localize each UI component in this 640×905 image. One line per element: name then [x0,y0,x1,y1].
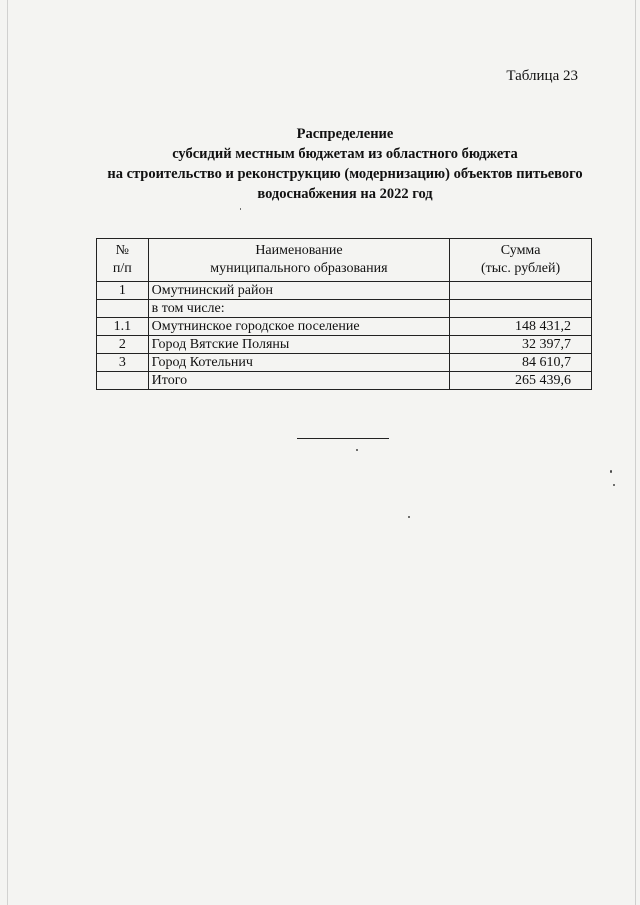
row-sum [450,282,592,300]
row-name: Омутнинский район [148,282,450,300]
title-line-3: на строительство и реконструкцию (модернизацию) объектов питьевого [107,166,583,182]
table-header-row [97,239,592,282]
header-sum-line-1: Сумма [500,243,541,258]
table-row [97,318,592,336]
table-row [97,336,592,354]
table-row [97,354,592,372]
header-sum-line-2: (тыс. рублей) [481,261,561,276]
scan-speck [610,470,612,473]
header-num-line-2: п/п [112,261,132,276]
row-num: 3 [97,354,149,372]
document-title [90,124,600,204]
title-line-1: Распределение [296,126,394,142]
title-line-2: субсидий местным бюджетам из областного бюджета [172,146,518,162]
header-name [148,239,450,282]
row-num [97,300,149,318]
row-sum [450,300,592,318]
scan-edge-right [635,0,636,905]
table-row [97,282,592,300]
row-num: 2 [97,336,149,354]
table-number: Таблица 23 [506,68,578,84]
row-sum: 265 439,6 [450,372,592,390]
row-name: Омутнинское городское поселение [148,318,450,336]
row-num: 1.1 [97,318,149,336]
header-sum [450,239,592,282]
row-name: Город Вятские Поляны [148,336,450,354]
scan-speck [240,208,241,210]
closing-rule [297,438,389,439]
table-total-row [97,372,592,390]
row-sum: 148 431,2 [450,318,592,336]
header-num-line-1: № [115,243,130,258]
title-line-4: водоснабжения на 2022 год [257,186,433,202]
row-sum: 32 397,7 [450,336,592,354]
row-name: Город Котельнич [148,354,450,372]
scan-edge-left [7,0,8,905]
row-num: 1 [97,282,149,300]
table-row [97,300,592,318]
subsidy-table [96,238,592,390]
header-name-line-1: Наименование [255,243,343,258]
scan-speck [408,516,410,518]
header-num [97,239,149,282]
scan-speck [356,449,358,451]
header-name-line-2: муниципального образования [210,261,388,276]
scan-speck [613,484,615,486]
row-sum: 84 610,7 [450,354,592,372]
row-num [97,372,149,390]
row-name: Итого [148,372,450,390]
row-name: в том числе: [148,300,450,318]
